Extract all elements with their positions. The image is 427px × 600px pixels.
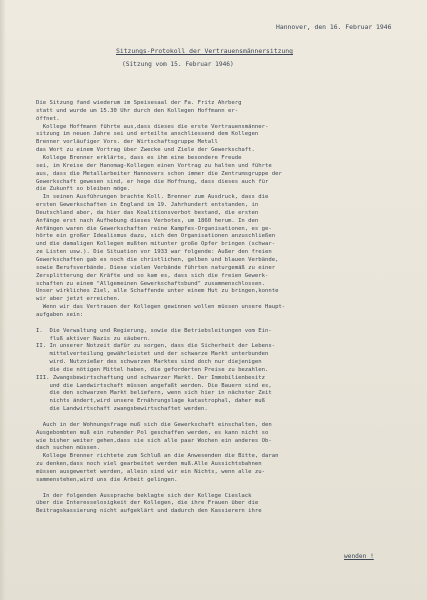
body-text-line: III. Zwangsbewirtschaftung und schwarzer Markt. Der Immobilienbesitz — [36, 374, 266, 381]
body-text-line: sei, im Kreise der Hanomag-Kollegen einen Vortrag zu halten und führte — [36, 162, 272, 169]
body-text-line: fluß aktiver Nazis zu säubern. — [36, 335, 151, 342]
document-date: Hannover, den 16. Februar 1946 — [276, 23, 392, 31]
body-text-line: sowie Berufsverbände. Diese vielen Verbände führten naturgemäß zu einer — [36, 264, 276, 271]
body-text-line: Wenn wir das Vertrauen der Kollegen gewinnen wollen müssen unsere Haupt- — [36, 304, 286, 311]
body-text-line: schaften zu einem "Allgemeinen Gewerkschaftsbund" zusammenschlossen. — [36, 280, 266, 287]
body-text-line: aufgaben sein: — [36, 311, 84, 318]
body-text-line: statt und wurde um 15.30 Uhr durch den Kollegen Hoffmann er- — [36, 107, 239, 114]
paper-edge-shadow — [0, 0, 6, 600]
body-text-line: öffnet. — [36, 115, 60, 122]
body-text-line: Die Sitzung fand wiederum im Speisesaal der Fa. Fritz Ahrberg — [36, 100, 242, 106]
body-text-line: In seinen Ausführungen brachte Koll. Brenner zum Ausdruck, dass die — [36, 194, 269, 201]
body-text-line: ersten Gewerkschaften in England im 19. Jahrhundert entstanden, in — [36, 202, 259, 209]
body-text-line: die die nötigen Mittel haben, die geforderten Preise zu bezahlen. — [36, 366, 269, 373]
body-text-line: nichts ändert,wird unsere Ernährungslage katastrophal, daher muß — [36, 398, 266, 405]
document-subtitle: (Sitzung vom 15. Februar 1946) — [122, 61, 234, 68]
body-text-line: Anfänge erst nach Aufhebung dieses Verbotes, um 1860 herum. In den — [36, 217, 259, 224]
document-title: Sitzungs-Protokoll der Vertrauensmännersitzung — [116, 47, 293, 55]
body-text-line: zu denken,dass noch viel gearbeitet werden muß.Alle Aussichtsbahnen — [36, 461, 262, 468]
body-text-line: ze Listen usw.). Die Situation vor 1933 war folgende: Außer den freien — [36, 249, 272, 256]
body-text-line: Brenner vorläufiger Vors. der Wirtschaftsgruppe Metall — [36, 139, 218, 146]
body-text-line: II. In unserer Notzeit dafür zu sorgen, dass die Sicherheit der Lebens- — [36, 343, 276, 350]
body-text-line: Kollege Hoffmann führte aus,dass dieses die erste Vertrauensmänner- — [36, 123, 269, 130]
body-text-line: die den schwarzen Markt beliefern, wenn sich hier in nächster Zeit — [36, 390, 272, 397]
body-text-line: sitzung im neuen Jahre sei und erteilte anschliessend dem Kollegen — [36, 131, 259, 138]
body-text-line: Ausgebombten muß ein ruhender Pol geschaffen werden, es kann nicht so — [36, 429, 269, 436]
body-text-line: aus, dass die Metallarbeiter Hannovers schon immer die Zentrumsgruppe der — [36, 170, 282, 177]
body-text-line: und die damaligen Kollegen mußten mitunter große Opfer bringen (schwar- — [36, 241, 276, 248]
body-text-line: Zersplitterung der Kräfte und so kam es, dass sich die freien Gewerk- — [36, 272, 269, 279]
body-text-line: Gewerkschaften gab es noch die christlichen, gelben und blauen Verbände, — [36, 257, 279, 263]
body-text-line: mittelverteilung gewährleistet und der schwarze Markt unterbunden — [36, 351, 269, 358]
body-text-line: Kollege Brenner erklärte, dass es ihm eine besondere Freude — [36, 154, 242, 161]
page-continuation-note: wenden ! — [344, 553, 374, 560]
body-text-line: die Landwirtschaft zwangsbewirtschaftet werden. — [36, 406, 208, 413]
body-text-line: Kollege Brenner richtete zum Schluß an die Anwesenden die Bitte, daran — [36, 453, 279, 460]
body-text-line: müssen ausgewertet werden, allein sind wir ein Nichts, wenn alle zu- — [36, 468, 266, 475]
body-text-line: das Wort zu einem Vortrag über Zwecke und Ziele der Gewerkschaft. — [36, 147, 255, 154]
body-text-line: Auch in der Wohnungsfrage muß sich die Gewerkschaft einschalten, den — [36, 421, 272, 428]
body-text-line: hörte ein großer Idealismus dazu, sich den Organisationen anzuschließen — [36, 233, 276, 240]
body-text-line: wir aber jetzt erreichen. — [36, 296, 121, 303]
body-text-line: dach suchen müssen. — [36, 445, 100, 452]
body-text-line: und die Landwirtschaft müssen angefaßt werden. Die Bauern sind es, — [36, 382, 272, 389]
body-text-line: Deutschland aber, da hier das Koalitionsverbot bestand, die ersten — [36, 209, 259, 216]
body-text-line: In der folgenden Aussprache beklagte sich der Kollege Cieslack — [36, 492, 252, 499]
body-text-line: I. Die Verwaltung und Regierung, sowie die Betriebsleitungen vom Ein- — [36, 327, 272, 334]
body-text-line: über die Interesselosigkeit der Kollegen, die ihre Frauen über die — [36, 500, 259, 507]
body-text-line: die Zukunft so bleiben möge. — [36, 186, 131, 193]
body-text-line: wird. Nutznießer des schwarzen Marktes sind doch nur diejenigen — [36, 359, 262, 366]
body-text-line: wie bisher weiter gehen,dass sie sich alle paar Wochen ein anderes Ob- — [36, 437, 272, 444]
body-text-line: sammenstehen,wird uns die Arbeit gelingen. — [36, 476, 178, 483]
body-text-line: Gewerkschaft gewesen sind, er hege die Hoffnung, dass dieses auch für — [36, 178, 269, 185]
body-text-line: Beitragskassierung nicht aufgeklärt und dadurch den Kassierern ihre — [36, 508, 262, 515]
body-text-line: Anfängen waren die Gewerkschaften reine Kampfes-Organisationen, es ge- — [36, 225, 272, 232]
body-text-line: Unser wirkliches Ziel, alle Schaffende unter einem Hut zu bringen,konnte — [36, 288, 279, 295]
